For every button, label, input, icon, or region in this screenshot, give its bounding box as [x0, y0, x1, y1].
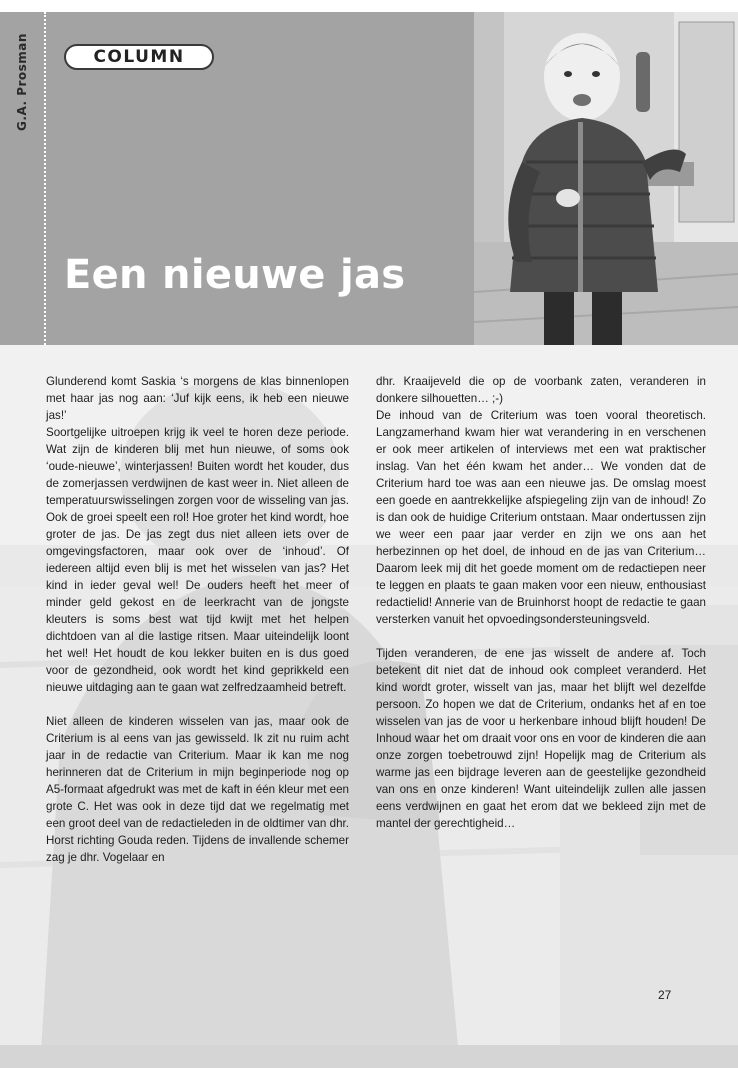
- paragraph: dhr. Kraaijeveld die op de voorbank zaten, veranderen in donkere silhouetten… ;-): [376, 375, 706, 405]
- article-column-right: [376, 373, 706, 832]
- column-badge: COLUMN: [64, 44, 214, 70]
- child-jacket-photo: [474, 12, 738, 345]
- paragraph: De inhoud van de Criterium was toen vooral theoretisch. Langzamerhand kwam hier wat verandering in en verschenen er ook meer artikelen of interviews met een wat praktischer inslag. Van het één kwam het ander… We vonden dat de Criterium hard toe was aan een nieuwe jas. De omslag moest een goede en aantrekkelijke afspiegeling zijn van de inhoud! Zo is dan ook de huidige Criterium ontstaan. Maar ondertussen zijn we weer een paar jaar verder en zijn we ons aan het herbezinnen op het doel, de inhoud en de jas van Criterium… Daarom leek mij dit het goede moment om de redactiepen neer te leggen en plaats te gaan maken voor een nieuw, enthousiast redactielid! Annerie van de Bruinhorst hoopt de redactie te gaan versterken vanuit het opvoedingsondersteuningsveld.: [376, 409, 706, 626]
- dotted-divider: [44, 12, 46, 345]
- photo-illustration: [474, 12, 738, 345]
- paragraph: Tijden veranderen, de ene jas wisselt de andere af. Toch betekent dit niet dat de inhoud ook compleet veranderd. Het kind wordt groter, wisselt van jas, maar het blijft wel dezelfde persoon. Zo hopen we dat de Criterium, ondanks het af en toe wisselen van jas de voor u herkenbare inhoud blijft houden! De Inhoud waar het om draait voor ons en voor de kinderen die aan onze zorgen toebetrouwd zijn! Hopelijk mag de Criterium als warme jas een bijdrage leveren aan de geestelijke gezondheid van ons en onze kinderen! Want uiteindelijk zullen alle jassen eens verdwijnen en gaat het erom dat we bekleed zijn met de mantel der gerechtigheid…: [376, 647, 706, 830]
- paragraph: Niet alleen de kinderen wisselen van jas, maar ook de Criterium is al eens van jas gewisseld. Ik zit nu ruim acht jaar in de redactie van Criterium. Maar ik kan me nog herinneren dat de Criterium in mijn beginperiode nog op A5-formaat afgedrukt was met de kaft in één kleur met een grote C. Het was ook in deze tijd dat we regelmatig met een groot deel van de redactieleden in de oldtimer van dhr. Horst richting Gouda reden. Tijdens de invallende schemer zag je dhr. Vogelaar en: [46, 715, 349, 864]
- paragraph-gap: [376, 628, 706, 645]
- top-margin: [0, 0, 738, 12]
- author-byline: [6, 12, 38, 152]
- paragraph: Soortgelijke uitroepen krijg ik veel te horen deze periode. Wat zijn de kinderen blij met hun nieuwe, of soms ook ‘oude-nieuwe’, winterjassen! Buiten wordt het kouder, dus de zomerjassen verdwijnen de kast weer in. Niet alleen de temperatuurswisselingen zorgen voor de wisseling van jas. Ook de groei speelt een rol! Hoe groter het kind wordt, hoe groter de jas. De jas zegt dus niet alleen iets over de omgevingsfactoren, maar ook over de ‘inhoud’. Of iedereen altijd even blij is met het wisselen van jas? Het kind in ieder geval wel! De ouders heeft het meer of minder geld gekost en de leerkracht van de jongste kleuters is soms best wat tijd kwijt met het helpen dichtdoen van al die lastige ritsen. Maar uiteindelijk loont het wel! Het houdt de kou lekker buiten en is dus goed voor de gezondheid, ook wordt het kind geprikkeld een nieuwe uitdaging aan te gaan wat zelfredzaamheid betreft.: [46, 426, 349, 694]
- article-column-left: [46, 373, 349, 866]
- author-name: G.A. Prosman: [15, 33, 29, 131]
- article-title: Een nieuwe jas: [64, 252, 406, 298]
- paragraph: Glunderend komt Saskia ‘s morgens de klas binnenlopen met haar jas nog aan: ‘Juf kijk eens, ik heb een nieuwe jas!’: [46, 375, 349, 422]
- page-number: 27: [658, 988, 672, 1002]
- paragraph-gap: [46, 696, 349, 713]
